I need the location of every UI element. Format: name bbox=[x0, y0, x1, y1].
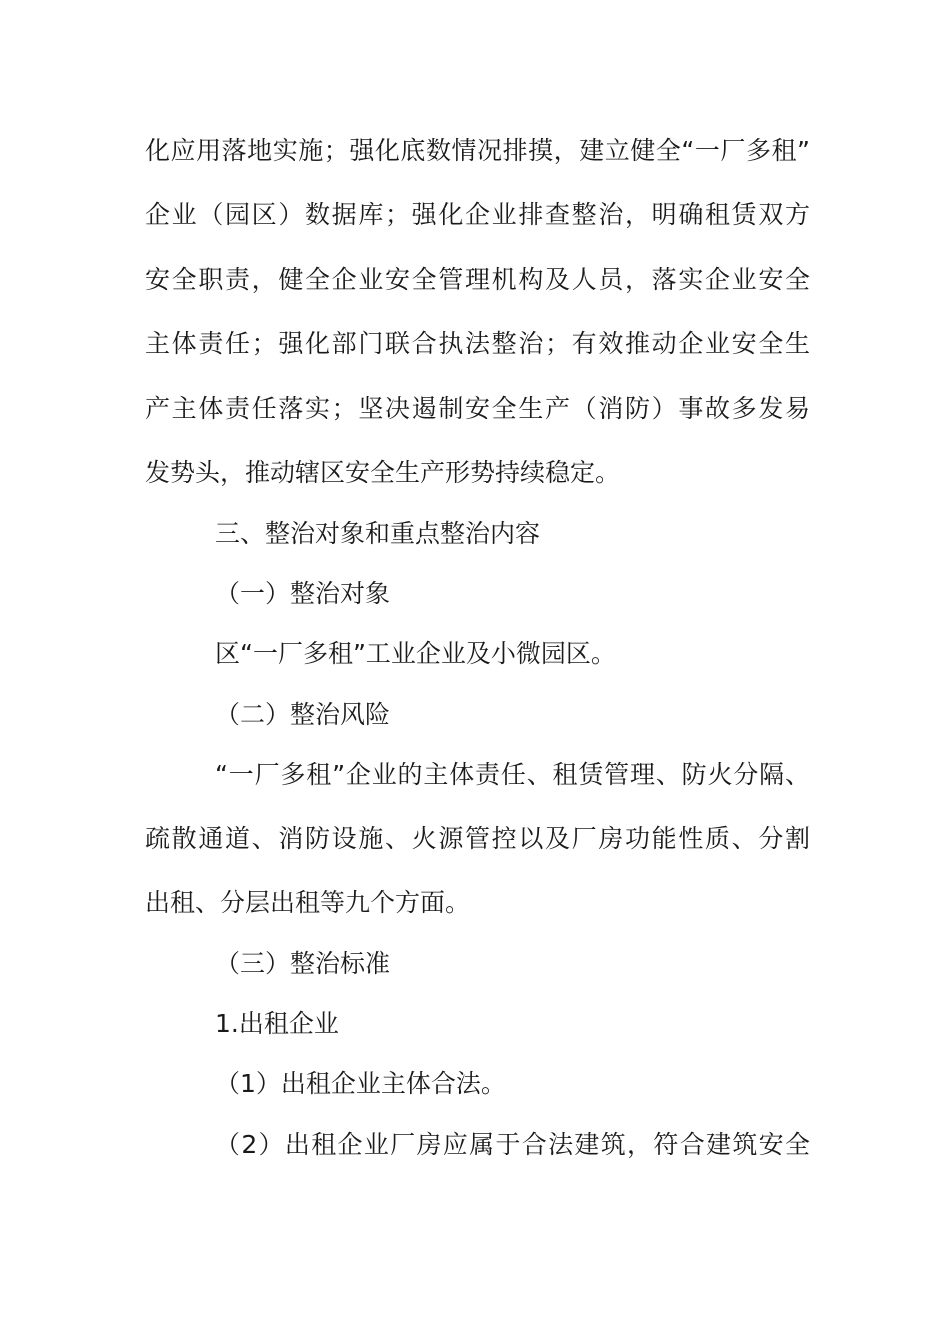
subsection-heading-3: （三）整治标准 bbox=[215, 949, 391, 978]
section-heading: 三、整治对象和重点整治内容 bbox=[215, 519, 541, 548]
subsection-heading-1: （一）整治对象 bbox=[215, 579, 391, 608]
paragraph-line-1: 化应用落地实施；强化底数情况排摸，建立健全“一厂多租” bbox=[145, 136, 810, 165]
paragraph-line-8: “一厂多租”企业的主体责任、租赁管理、防火分隔、 bbox=[215, 760, 810, 789]
paragraph-line-4: 主体责任；强化部门联合执法整治；有效推动企业安全生 bbox=[145, 329, 810, 358]
paragraph-line-10: 出租、分层出租等九个方面。 bbox=[145, 888, 471, 917]
subsection-heading-2: （二）整治风险 bbox=[215, 700, 391, 729]
list-item-1: （1）出租企业主体合法。 bbox=[215, 1069, 506, 1098]
paragraph-line-7: 区“一厂多租”工业企业及小微园区。 bbox=[215, 639, 616, 668]
paragraph-line-9: 疏散通道、消防设施、火源管控以及厂房功能性质、分割 bbox=[145, 824, 810, 853]
paragraph-line-5: 产主体责任落实；坚决遏制安全生产（消防）事故多发易 bbox=[145, 394, 810, 423]
paragraph-line-6: 发势头，推动辖区安全生产形势持续稳定。 bbox=[145, 458, 621, 487]
paragraph-line-3: 安全职责，健全企业安全管理机构及人员，落实企业安全 bbox=[145, 265, 810, 294]
paragraph-line-2: 企业（园区）数据库；强化企业排查整治，明确租赁双方 bbox=[145, 200, 810, 229]
list-heading-1: 1.出租企业 bbox=[215, 1009, 339, 1038]
list-item-2: （2）出租企业厂房应属于合法建筑，符合建筑安全 bbox=[215, 1130, 810, 1159]
